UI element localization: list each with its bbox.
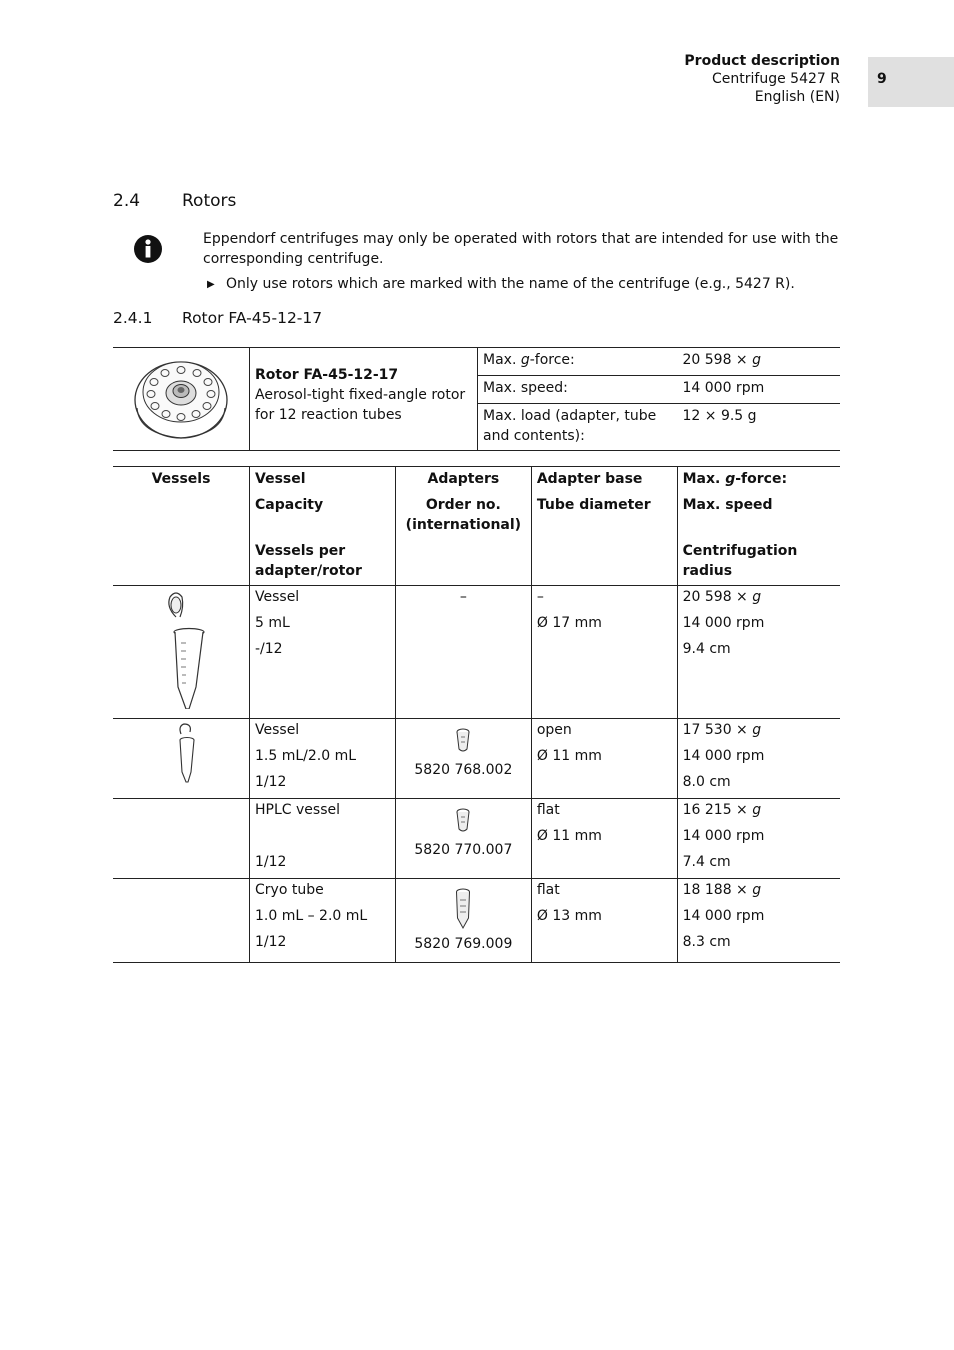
header-title: Product description <box>684 53 840 69</box>
section-title: Rotors <box>182 191 237 211</box>
header-adapter-base: Adapter base Tube diameter <box>531 467 677 586</box>
gforce-cell: 18 188 × g 14 000 rpm 8.3 cm <box>682 882 765 950</box>
spec-label-max-speed: Max. speed: <box>478 376 678 403</box>
gforce-cell: 16 215 × g 14 000 rpm 7.4 cm <box>682 802 765 870</box>
vessel-image-cell <box>113 719 250 799</box>
header-vessel: Vessel Capacity Vessels per adapter/rotor <box>250 467 396 586</box>
adapter-cell: 5820 768.002 <box>395 719 531 799</box>
rotor-description: Aerosol-tight fixed-angle rotor for 12 reaction tubes <box>255 387 466 423</box>
tube-1-5ml-icon <box>118 720 244 790</box>
bullet-triangle-icon: ▶ <box>207 279 215 290</box>
adapter-icon <box>456 728 470 754</box>
page-header <box>684 52 840 106</box>
adapter-cell: 5820 770.007 <box>395 799 531 879</box>
info-bullet-text: Only use rotors which are marked with the name of the centrifuge (e.g., 5427 R). <box>226 276 795 292</box>
spec-label-max-g: Max. g-force: <box>478 348 678 376</box>
rotor-table <box>113 347 840 451</box>
subsection-number: 2.4.1 <box>113 309 153 327</box>
gforce-cell: 20 598 × g 14 000 rpm 9.4 cm <box>682 589 765 657</box>
header-product: Centrifuge 5427 R <box>712 71 840 87</box>
gforce-cell: 17 530 × g 14 000 rpm 8.0 cm <box>682 722 765 790</box>
header-max-g-force: Max. g-force: Max. speed Centrifugation radius <box>682 471 798 579</box>
vessel-image-cell <box>113 879 250 963</box>
spec-label-max-load: Max. load (adapter, tube and contents): <box>483 407 657 444</box>
adapter-base-cell: open Ø 11 mm <box>531 719 677 799</box>
vessel-image-cell <box>113 799 250 879</box>
adapter-icon <box>456 808 470 834</box>
page-number-tab <box>868 57 954 107</box>
info-icon <box>133 234 163 264</box>
info-text: Eppendorf centrifuges may only be operated with rotors that are intended for use with the corresponding centrifuge. <box>203 231 839 267</box>
header-language: English (EN) <box>754 89 840 105</box>
table-row <box>113 879 840 963</box>
vessel-cell: Vessel 1.5 mL/2.0 mL 1/12 <box>250 719 396 799</box>
subsection-title: Rotor FA-45-12-17 <box>182 309 323 327</box>
vessel-cell: Vessel 5 mL -/12 <box>250 586 396 719</box>
section-number: 2.4 <box>113 191 141 211</box>
rotor-icon <box>113 348 249 446</box>
spec-value-max-g: 20 598 × g <box>678 348 841 376</box>
table-row <box>113 719 840 799</box>
info-bullet <box>207 274 795 295</box>
vessel-image-cell <box>113 586 250 719</box>
adapter-cell: – <box>395 586 531 719</box>
tube-5ml-icon <box>118 587 244 709</box>
section-heading <box>113 191 236 211</box>
rotor-name: Rotor FA-45-12-17 <box>255 367 399 383</box>
header-vessels: Vessels <box>113 467 250 586</box>
table-row <box>113 586 840 719</box>
vessel-cell: Cryo tube 1.0 mL – 2.0 mL 1/12 <box>250 879 396 963</box>
spec-value-max-speed: 14 000 rpm <box>678 376 841 403</box>
rotor-description-cell <box>250 348 478 451</box>
spec-value-max-load: 12 × 9.5 g <box>682 407 757 424</box>
adapter-cell: 5820 769.009 <box>395 879 531 963</box>
adapter-base-cell: flat Ø 11 mm <box>531 799 677 879</box>
header-adapters: Adapters Order no. (international) <box>395 467 531 586</box>
adapter-base-cell: – Ø 17 mm <box>531 586 677 719</box>
rotor-image-cell <box>113 348 250 451</box>
adapter-base-cell: flat Ø 13 mm <box>531 879 677 963</box>
subsection-heading <box>113 309 322 327</box>
table-row <box>113 799 840 879</box>
vessel-table <box>113 466 840 963</box>
page-number: 9 <box>877 71 887 87</box>
adapter-icon <box>455 888 471 930</box>
vessel-cell: HPLC vessel 1/12 <box>250 799 396 879</box>
